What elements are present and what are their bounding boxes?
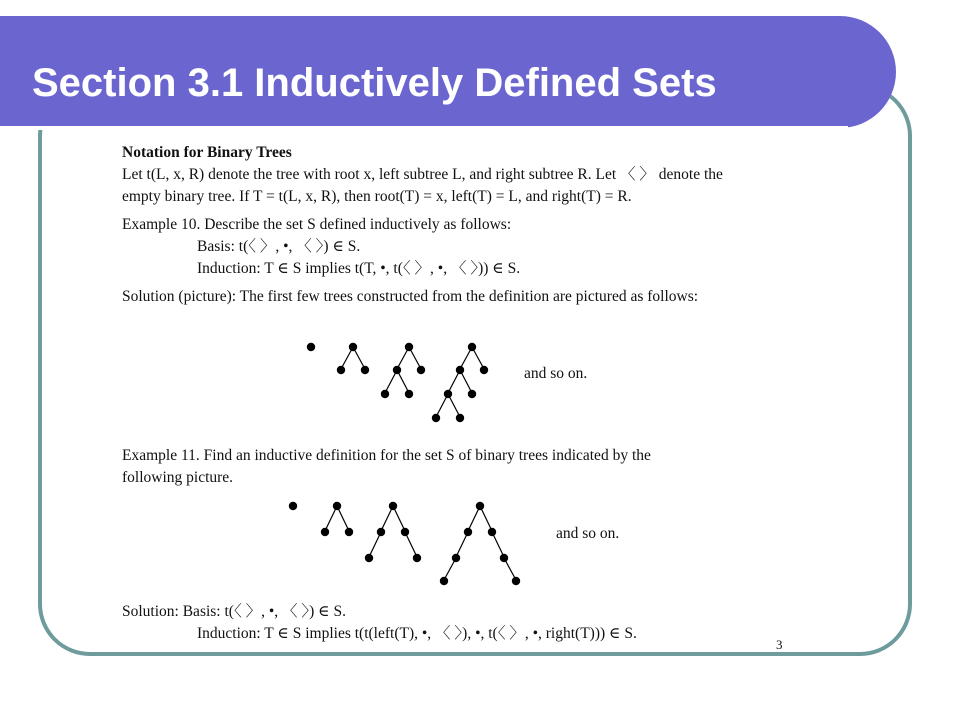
example11-and-so-on: and so on. [556,525,620,542]
example10-basis: Basis: t(〈 〉, •, 〈 〉) ∈ S. [197,238,361,255]
example10-prompt: Example 10. Describe the set S defined inductively as follows: [122,216,512,233]
notation-line-1: Let t(L, x, R) denote the tree with root x, left subtree L, and right subtree R. Let 〈 〉 denote the [122,166,723,183]
example10-induction: Induction: T ∈ S implies t(T, •, t(〈 〉, •, 〈 〉)) ∈ S. [197,260,521,277]
example10-solution: Solution (picture): The first few trees constructed from the definition are pictured as follows: [122,288,699,305]
example11-prompt-line-1: Example 11. Find an inductive definition for the set S of binary trees indicated by the [122,447,651,464]
page-number: 3 [776,637,783,652]
notation-line-2: empty binary tree. If T = t(L, x, R), then root(T) = x, left(T) = L, and right(T) = R. [122,188,632,205]
example11-solution-basis: Solution: Basis: t(〈 〉, •, 〈 〉) ∈ S. [122,603,347,620]
example11-solution-induction: Induction: T ∈ S implies t(t(left(T), •, 〈 〉), •, t(〈 〉, •, right(T))) ∈ S. [197,625,637,642]
notation-heading: Notation for Binary Trees [122,144,292,161]
example10-and-so-on: and so on. [524,365,588,382]
example11-prompt-line-2: following picture. [122,469,234,486]
slide-title: Section 3.1 Inductively Defined Sets [32,61,717,105]
